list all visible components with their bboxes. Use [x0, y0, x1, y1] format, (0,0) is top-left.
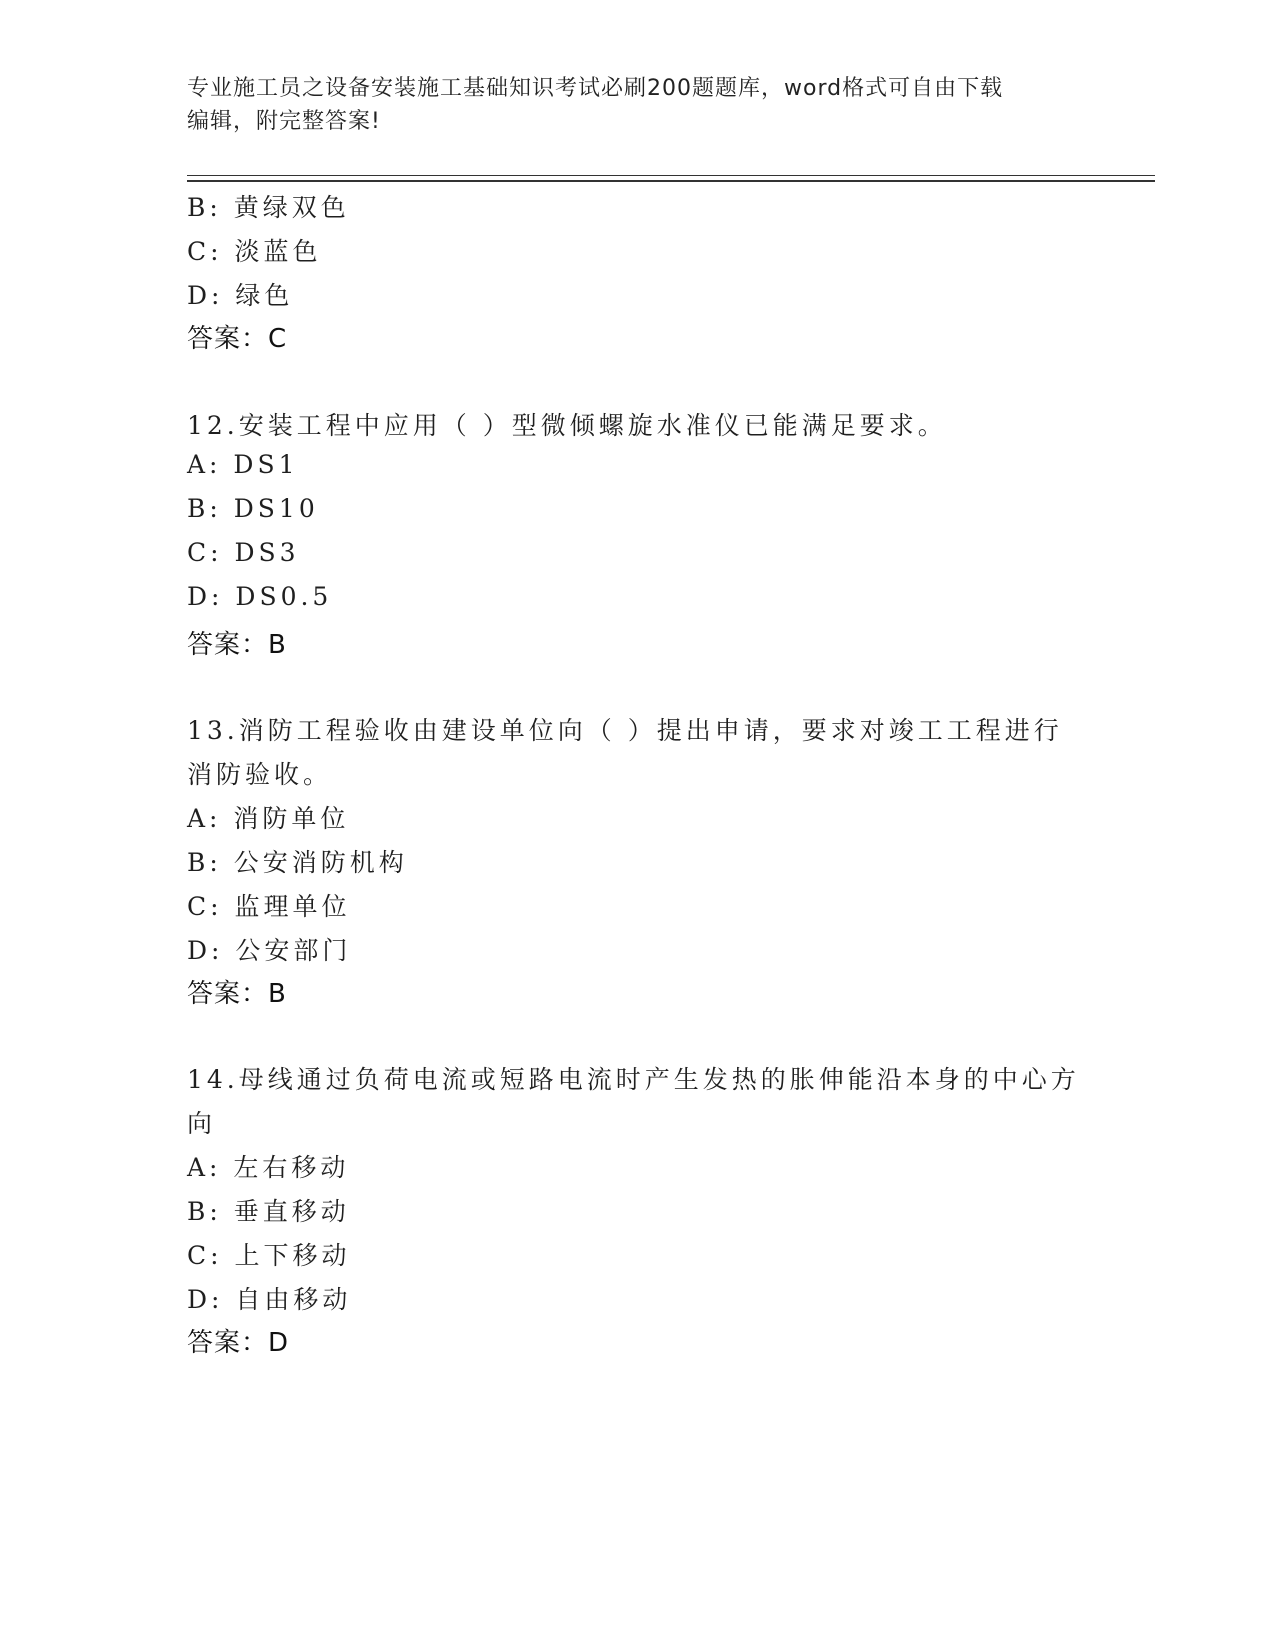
q14-option-a: A: 左右移动: [187, 1153, 350, 1182]
q12-option-d: D: DS0.5: [187, 582, 333, 611]
q14-option-d: D: 自由移动: [187, 1285, 352, 1314]
q12-option-a: A: DS1: [187, 450, 299, 479]
q13-option-a: A: 消防单位: [187, 804, 350, 833]
header-divider-thin: [187, 175, 1155, 176]
q12-option-c: C: DS3: [187, 538, 300, 567]
q13-stem-line-2: 消防验收。: [187, 760, 333, 789]
q12-answer: 答案：B: [187, 630, 287, 660]
q13-option-c: C: 监理单位: [187, 892, 351, 921]
q14-stem-line-1: 14.母线通过负荷电流或短路电流时产生发热的胀伸能沿本身的中心方: [187, 1065, 1080, 1094]
header-divider-thick: [187, 180, 1155, 182]
q13-stem-line-1: 13.消防工程验收由建设单位向（ ）提出申请，要求对竣工工程进行: [187, 716, 1063, 745]
q13-answer: 答案：B: [187, 979, 287, 1009]
q11-option-c: C: 淡蓝色: [187, 237, 322, 266]
q14-option-c: C: 上下移动: [187, 1241, 351, 1270]
q14-answer: 答案：D: [187, 1328, 290, 1358]
q13-option-b: B: 公安消防机构: [187, 848, 408, 877]
q11-option-d: D: 绿色: [187, 281, 294, 310]
header-title-line-1: 专业施工员之设备安装施工基础知识考试必刷200题题库，word格式可自由下载: [187, 76, 1004, 101]
q11-answer: 答案：C: [187, 324, 288, 354]
q11-option-b: B: 黄绿双色: [187, 193, 350, 222]
q12-option-b: B: DS10: [187, 494, 319, 523]
q13-option-d: D: 公安部门: [187, 936, 352, 965]
q14-option-b: B: 垂直移动: [187, 1197, 350, 1226]
page-header: [187, 72, 1067, 138]
q14-stem-line-2: 向: [187, 1109, 217, 1138]
header-title-line-2: 编辑，附完整答案!: [187, 109, 381, 134]
q12-stem: 12.安装工程中应用（ ）型微倾螺旋水准仪已能满足要求。: [187, 411, 947, 440]
